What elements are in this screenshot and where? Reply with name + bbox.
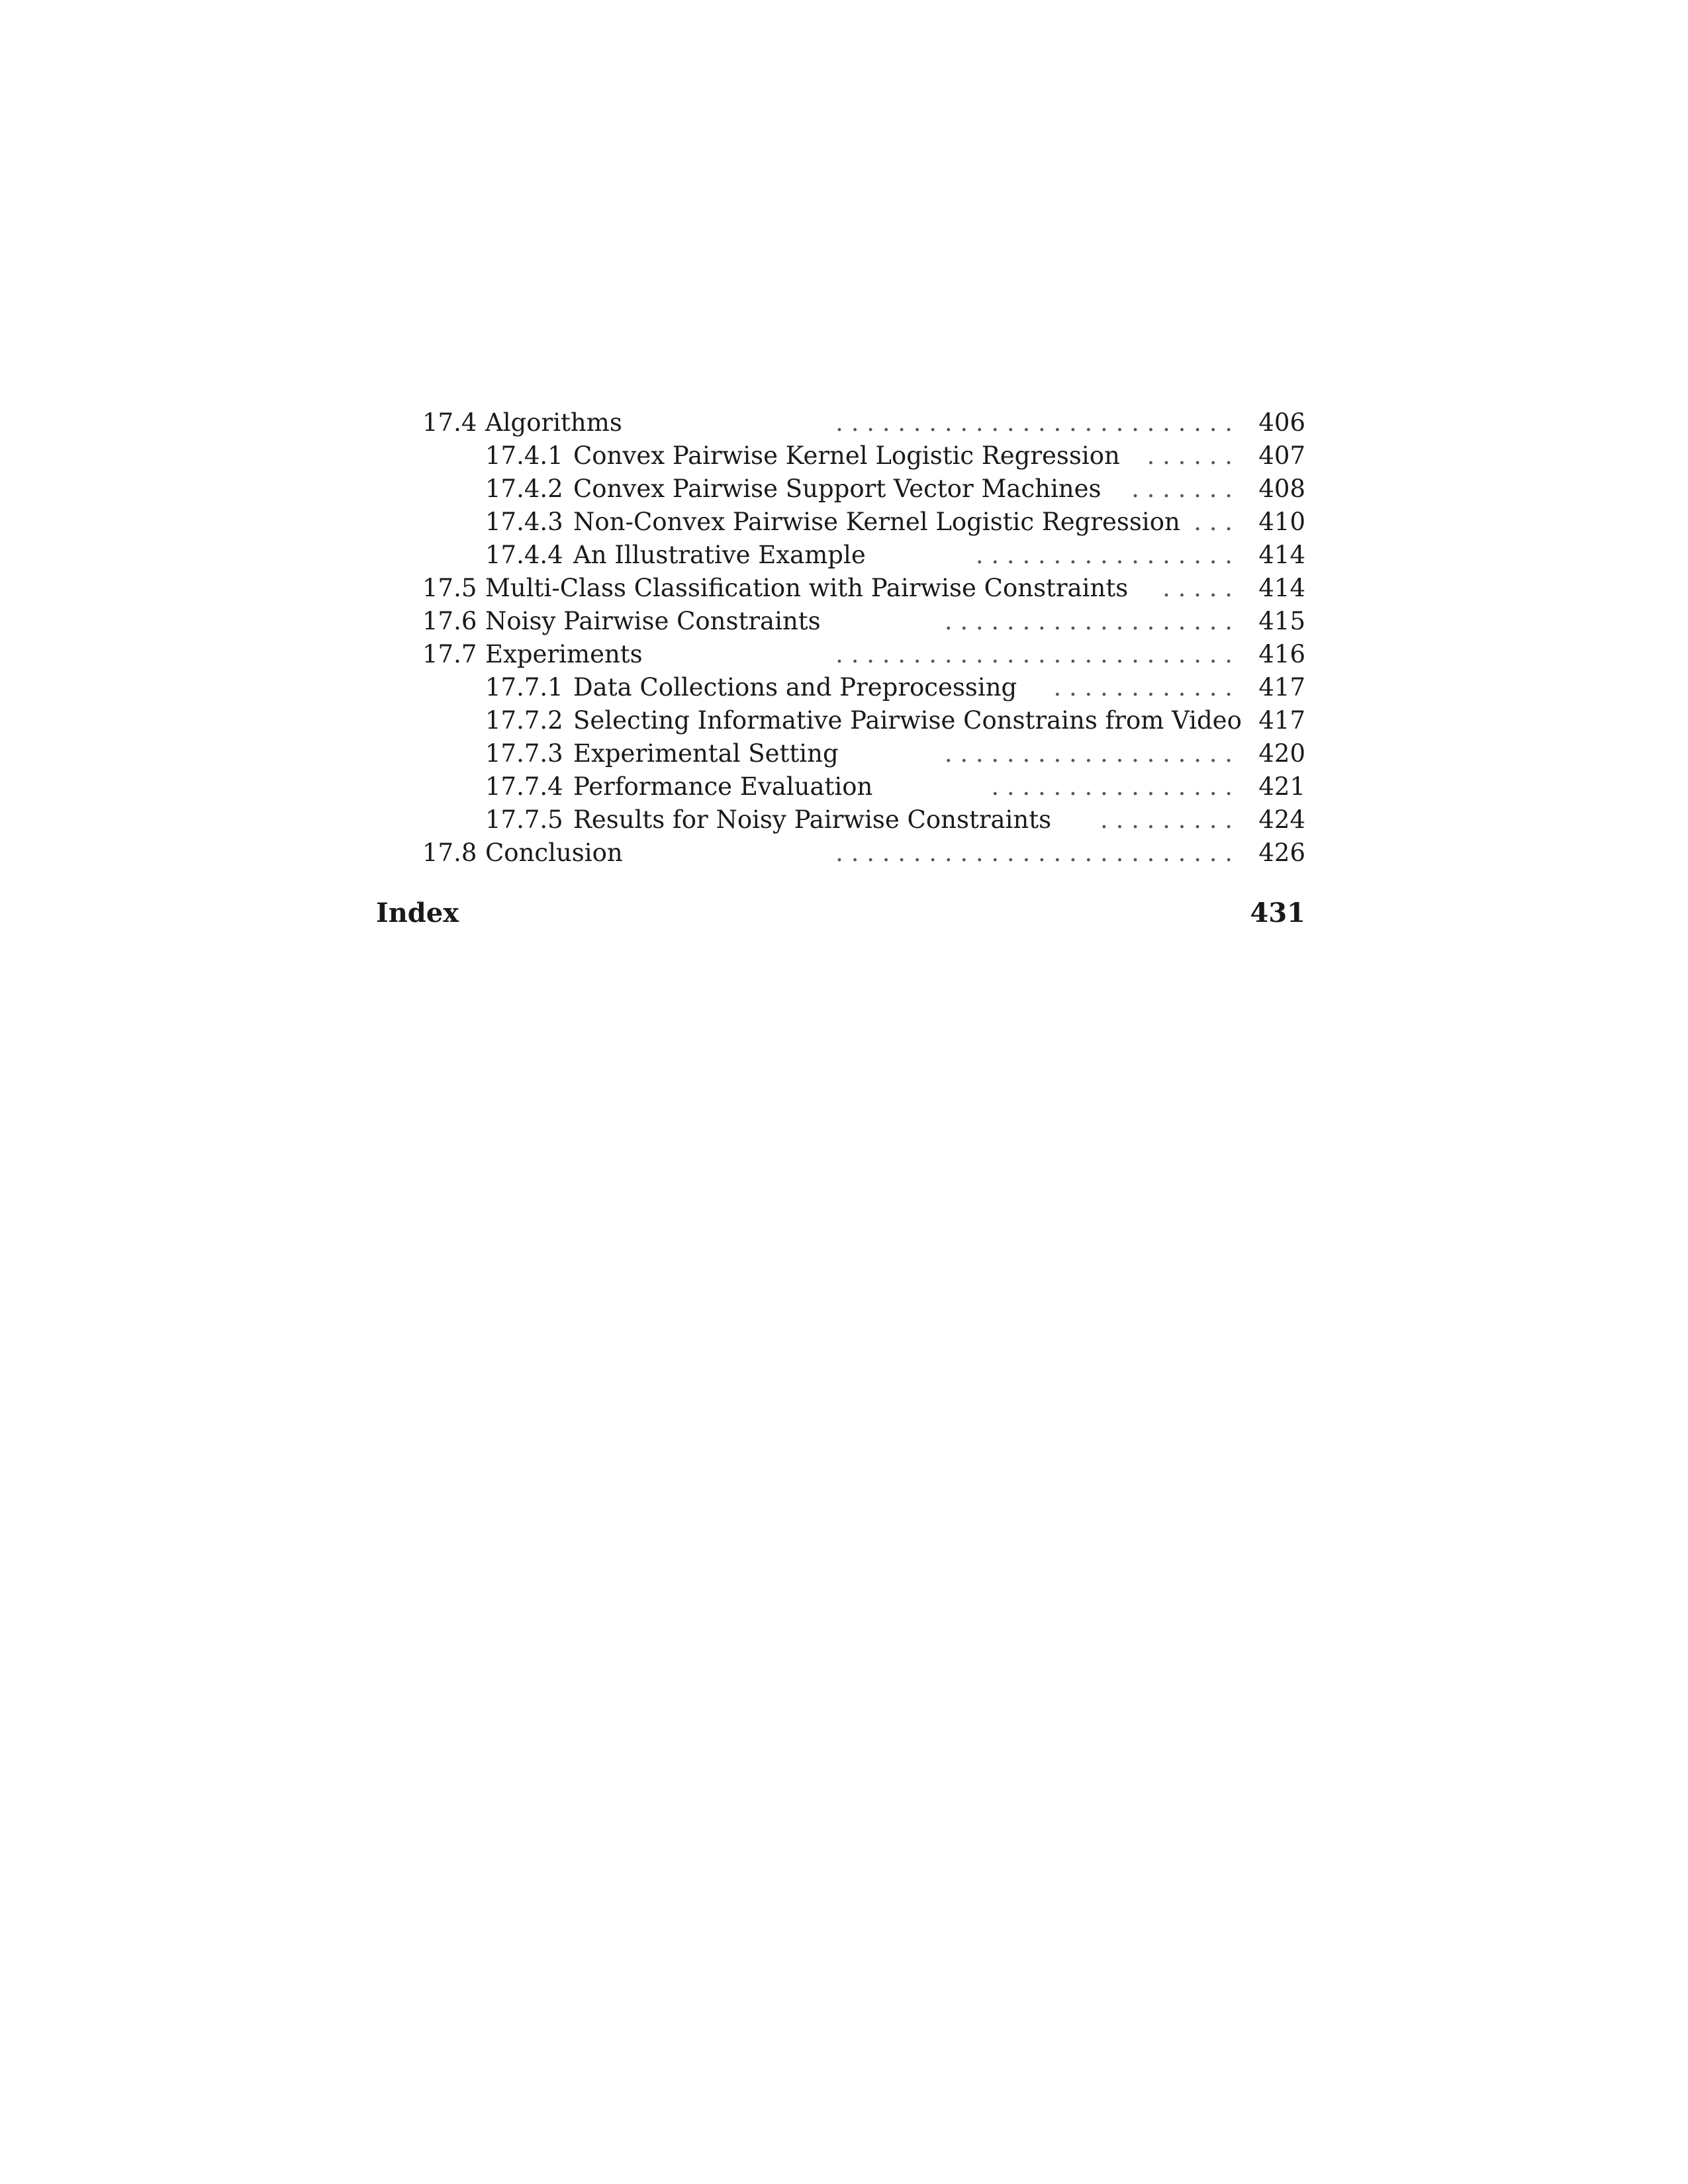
page-number: 408 xyxy=(1258,475,1305,503)
section-title: Performance Evaluation xyxy=(573,772,873,801)
section-title: Multi-Class Classification with Pairwise Constraints xyxy=(485,574,1129,602)
section-title: Convex Pairwise Support Vector Machines xyxy=(573,475,1102,503)
toc-entry-17-5[interactable] xyxy=(376,572,1305,605)
page-number: 417 xyxy=(1258,673,1305,702)
section-title: Algorithms xyxy=(485,408,622,437)
toc-entry-17-6[interactable] xyxy=(376,605,1305,638)
section-title: Experiments xyxy=(485,640,643,668)
dot-leader: . . . xyxy=(1194,508,1233,536)
toc-entry-17-4-3[interactable] xyxy=(376,506,1305,539)
section-number: 17.7.3 xyxy=(485,739,563,768)
page-number: 406 xyxy=(1258,408,1305,437)
section-number: 17.5 xyxy=(422,574,477,602)
toc-entry-index[interactable] xyxy=(376,895,1305,932)
section-number: 17.7.4 xyxy=(485,772,563,801)
page-number: 426 xyxy=(1258,839,1305,867)
page-number: 417 xyxy=(1258,706,1305,735)
toc-entry-17-4-4[interactable] xyxy=(376,539,1305,572)
section-title: An Illustrative Example xyxy=(573,541,866,569)
section-number: 17.8 xyxy=(422,839,477,867)
page-number: 415 xyxy=(1258,607,1305,635)
toc-entry-17-4-1[interactable] xyxy=(376,439,1305,473)
section-title: Results for Noisy Pairwise Constraints xyxy=(573,805,1052,834)
dot-leader: . . . . . xyxy=(1162,574,1233,602)
section-title: Non-Convex Pairwise Kernel Logistic Regression xyxy=(573,508,1180,536)
toc-entry-17-7-2[interactable] xyxy=(376,704,1305,737)
section-title: Data Collections and Preprocessing xyxy=(573,673,1017,702)
toc-entry-17-7-3[interactable] xyxy=(376,737,1305,770)
dot-leader: . . . . . . . xyxy=(1131,475,1233,503)
page-number: 424 xyxy=(1258,805,1305,834)
toc-entry-17-7-1[interactable] xyxy=(376,671,1305,704)
dot-leader: . . . . . . . . . . . . xyxy=(1053,673,1233,702)
section-title: Conclusion xyxy=(485,839,623,867)
page-number: 414 xyxy=(1258,574,1305,602)
toc-entry-17-8[interactable] xyxy=(376,837,1305,870)
section-number: 17.6 xyxy=(422,607,477,635)
dot-leader: . . . . . . . . . . . . . . . . xyxy=(991,772,1233,801)
index-page-number: 431 xyxy=(1250,897,1305,929)
section-number: 17.7.2 xyxy=(485,706,563,735)
toc-entry-17-7-4[interactable] xyxy=(376,770,1305,803)
dot-leader: . . . . . . . . . xyxy=(1100,805,1233,834)
page-number: 410 xyxy=(1258,508,1305,536)
page-number: 407 xyxy=(1258,441,1305,470)
section-number: 17.4.3 xyxy=(485,508,563,536)
index-label: Index xyxy=(376,897,459,929)
dot-leader: . . . . . . xyxy=(1147,441,1233,470)
toc-entry-17-4-2[interactable] xyxy=(376,473,1305,506)
dot-leader: . . . . . . . . . . . . . . . . . . . xyxy=(944,739,1233,768)
dot-leader: . . . . . . . . . . . . . . . . . . . . . . . . . . xyxy=(835,408,1233,437)
page-number: 416 xyxy=(1258,640,1305,668)
section-number: 17.7 xyxy=(422,640,477,668)
section-number: 17.4.1 xyxy=(485,441,563,470)
section-number: 17.4 xyxy=(422,408,477,437)
dot-leader: . . . . . . . . . . . . . . . . . . . xyxy=(944,607,1233,635)
toc-entry-17-7-5[interactable] xyxy=(376,803,1305,837)
section-title: Noisy Pairwise Constraints xyxy=(485,607,821,635)
page-number: 414 xyxy=(1258,541,1305,569)
dot-leader: . . . . . . . . . . . . . . . . . xyxy=(975,541,1233,569)
section-title: Convex Pairwise Kernel Logistic Regression xyxy=(573,441,1120,470)
section-number: 17.4.4 xyxy=(485,541,563,569)
dot-leader: . . . . . . . . . . . . . . . . . . . . . . . . . . xyxy=(835,640,1233,668)
section-title: Selecting Informative Pairwise Constrains from Video xyxy=(573,706,1242,735)
section-number: 17.7.1 xyxy=(485,673,563,702)
section-number: 17.4.2 xyxy=(485,475,563,503)
toc-entry-17-4[interactable] xyxy=(376,406,1305,439)
dot-leader: . . . . . . . . . . . . . . . . . . . . . . . . . . xyxy=(835,839,1233,867)
page-number: 421 xyxy=(1258,772,1305,801)
toc-entry-17-7[interactable] xyxy=(376,638,1305,671)
section-number: 17.7.5 xyxy=(485,805,563,834)
table-of-contents xyxy=(376,406,1305,870)
page-number: 420 xyxy=(1258,739,1305,768)
section-title: Experimental Setting xyxy=(573,739,839,768)
